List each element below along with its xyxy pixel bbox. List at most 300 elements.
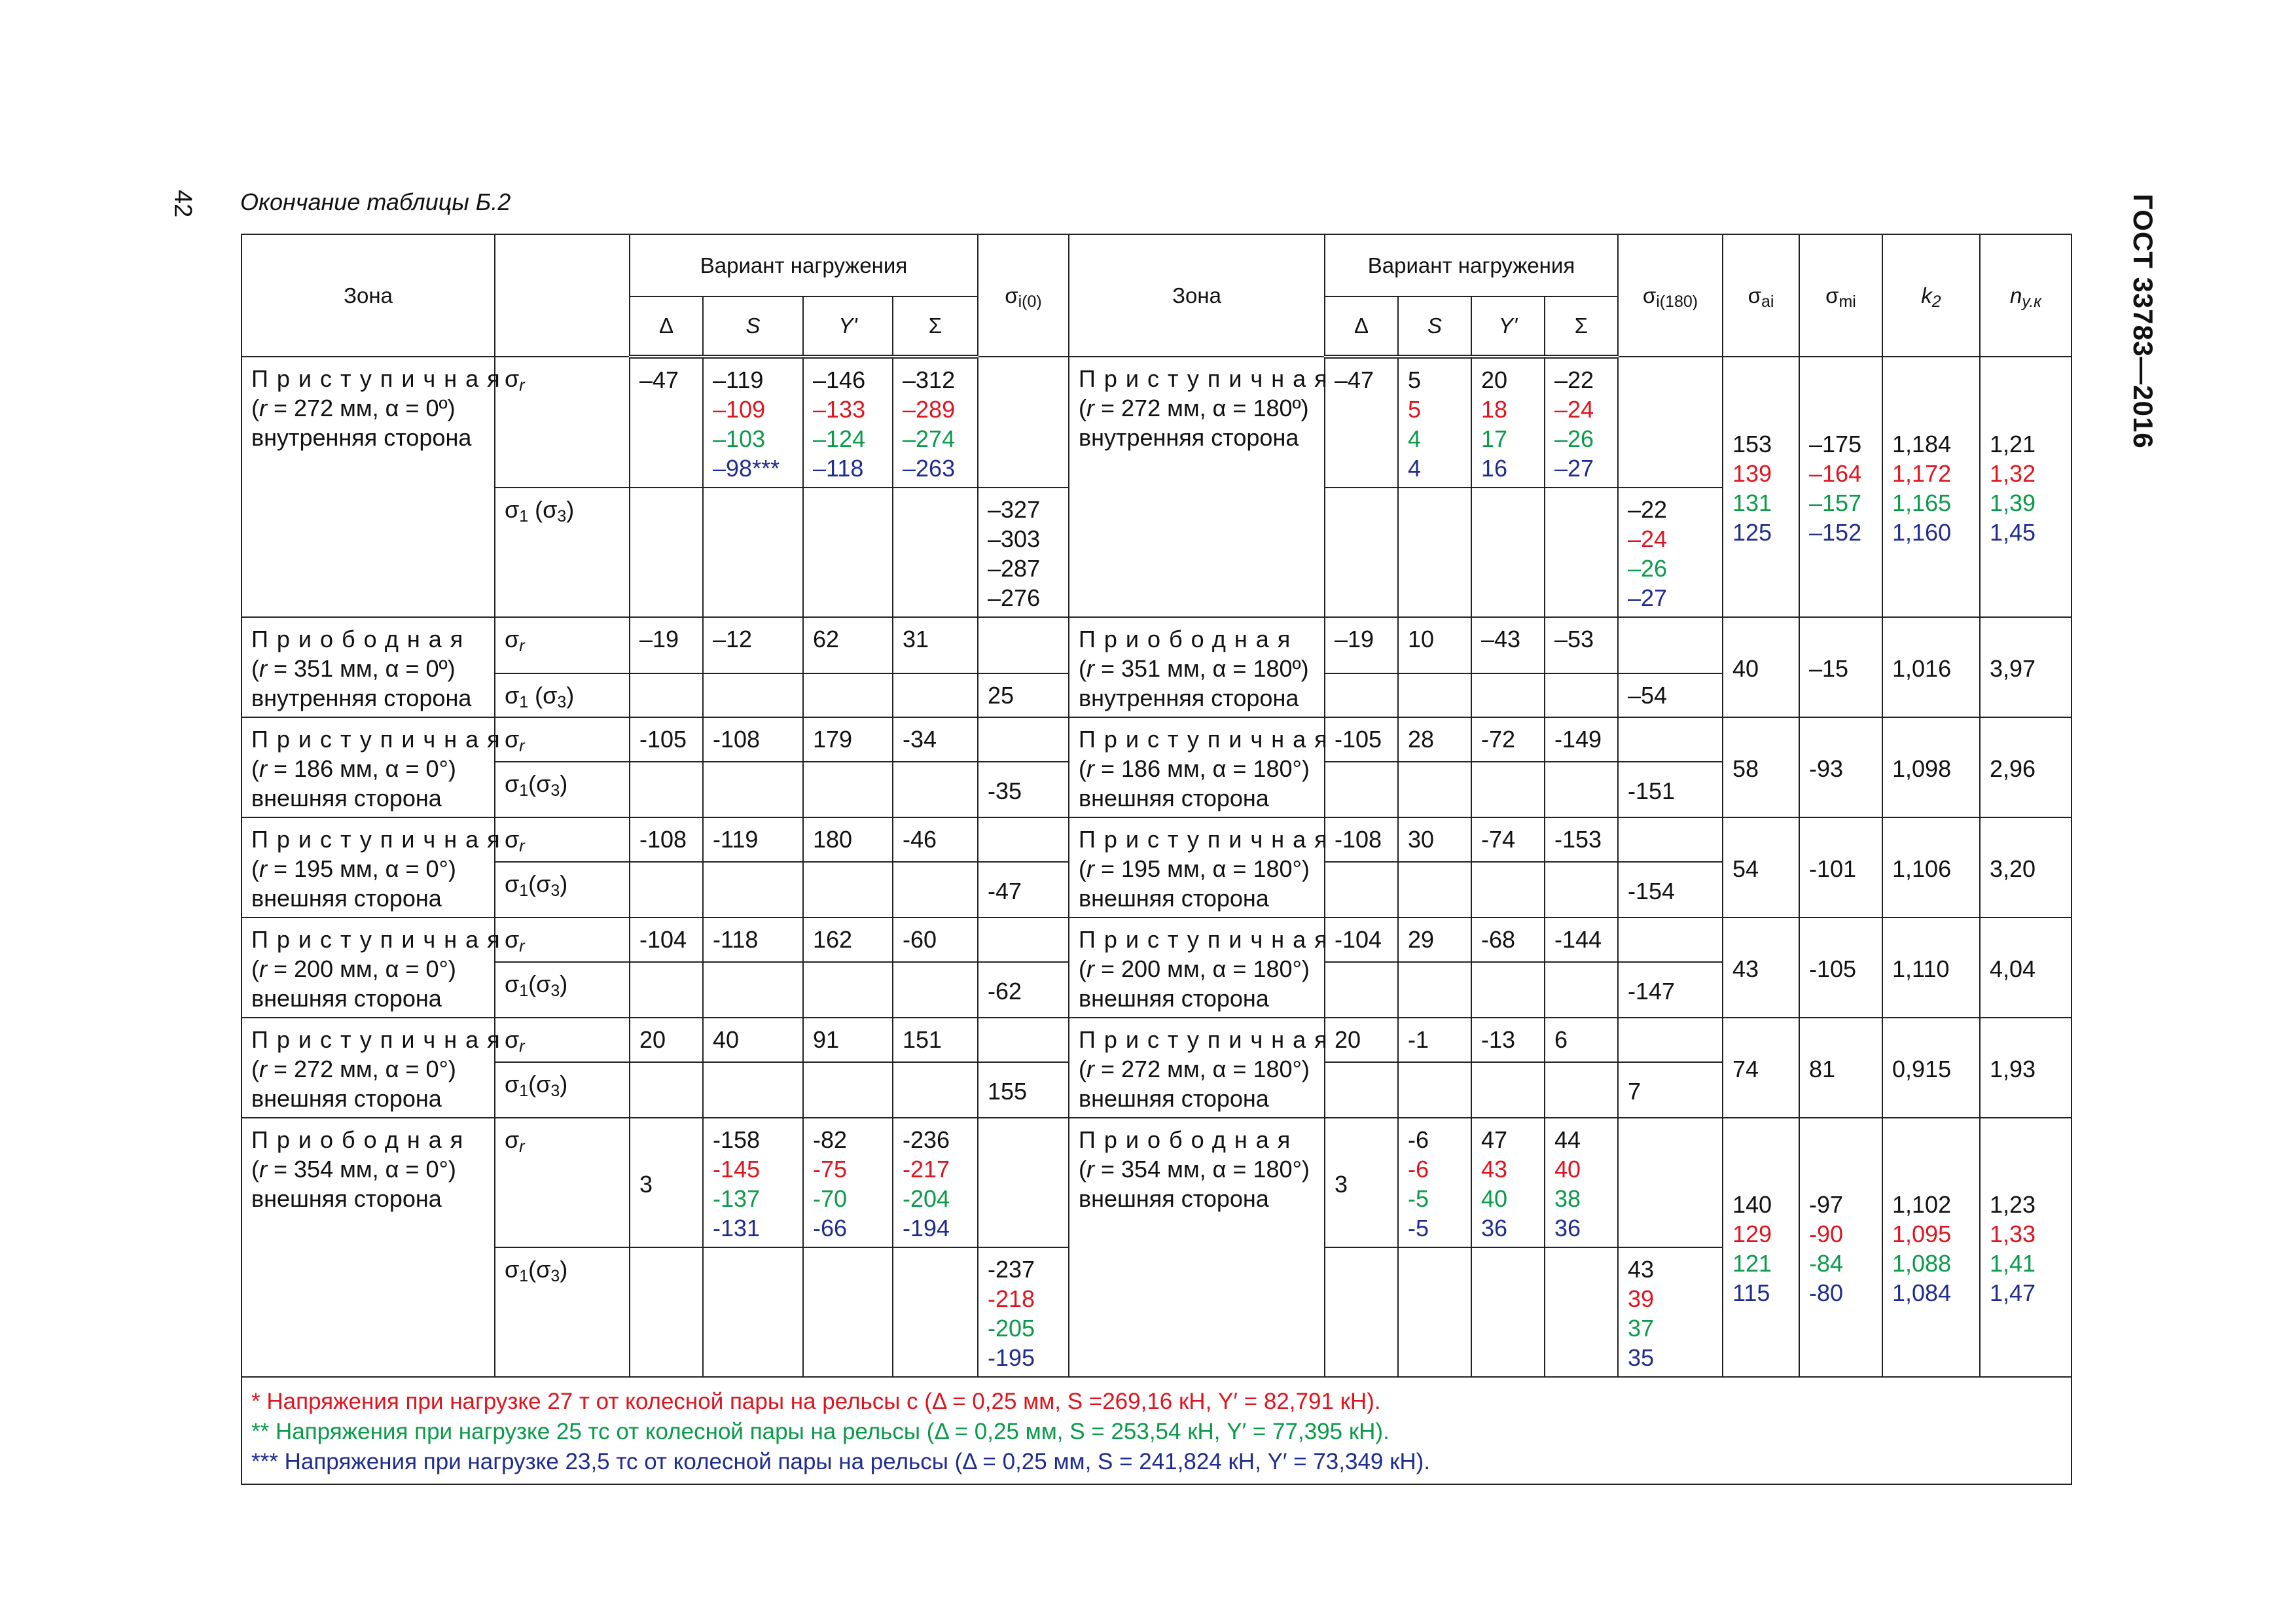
cell-value: -70 <box>813 1185 848 1212</box>
sum-cell-180 <box>1545 817 1618 862</box>
cell-value: 1,172 <box>1892 460 1952 487</box>
zone-detail: (r = 272 мм, α = 180°) <box>1079 1056 1310 1082</box>
sigma-i0-cell <box>978 488 1069 617</box>
cell-value: 140 <box>1732 1191 1772 1218</box>
zone-name: Приступичная <box>251 365 509 392</box>
cell-value: 3,20 <box>1990 855 2036 882</box>
sa-cell <box>1723 817 1799 918</box>
cell-value: 54 <box>1732 855 1759 882</box>
sigma-13-label: $\sigma_1$ $(\sigma_3)$ <box>495 488 630 617</box>
cell-value: -236 <box>903 1126 950 1153</box>
empty-cell <box>1471 488 1545 617</box>
cell-value: –103 <box>713 425 766 452</box>
zone-detail: внешняя сторона <box>251 1185 442 1212</box>
empty-cell <box>1398 962 1471 1018</box>
cell-value: -1 <box>1408 1026 1429 1053</box>
delta-cell-0 <box>630 717 703 762</box>
cell-value: –109 <box>713 396 766 423</box>
table-row <box>242 1018 2072 1062</box>
sa-cell <box>1723 918 1799 1018</box>
sigma-i0-empty <box>978 817 1069 862</box>
sigma-r-label: $\sigma_r$ <box>495 617 630 673</box>
header-variant-0: Вариант нагружения <box>630 234 978 296</box>
empty-cell <box>803 862 893 918</box>
s-cell-0 <box>703 717 803 762</box>
cell-value: -82 <box>813 1126 848 1153</box>
sa-cell <box>1723 617 1799 717</box>
cell-value: -74 <box>1481 826 1516 853</box>
cell-value: 20 <box>639 1026 666 1053</box>
sigma-i0-empty <box>978 717 1069 762</box>
sum-cell-0 <box>893 617 978 673</box>
sa-cell <box>1723 717 1799 817</box>
cell-value: 1,33 <box>1990 1221 2036 1247</box>
empty-cell <box>1471 762 1545 817</box>
zone-cell-180 <box>1069 717 1336 817</box>
cell-value: –133 <box>813 396 866 423</box>
sigma-i0-empty <box>978 918 1069 962</box>
zone-detail: (r = 186 мм, α = 180°) <box>1079 755 1310 782</box>
header-zone-0: Зона <box>242 234 495 357</box>
cell-value: 1,184 <box>1892 431 1952 457</box>
cell-value: 44 <box>1554 1126 1581 1153</box>
cell-value: 1,39 <box>1990 490 2036 516</box>
sigma-r-label: $\sigma_r$ <box>495 1018 630 1062</box>
zone-name: Приободная <box>1079 1126 1299 1153</box>
sigma-i0-cell <box>978 862 1069 918</box>
s-cell-0 <box>703 357 803 488</box>
cell-value: –274 <box>903 425 956 452</box>
cell-value: –27 <box>1628 584 1668 611</box>
zone-detail: внешняя сторона <box>1079 1185 1269 1212</box>
header-sum-180: Σ <box>1545 296 1618 357</box>
cell-value: 1,084 <box>1892 1279 1952 1306</box>
delta-cell-180 <box>1325 617 1398 673</box>
header-sigma-type <box>495 234 630 357</box>
zone-name: Приступичная <box>251 1026 509 1053</box>
sum-cell-180 <box>1545 617 1618 673</box>
k2-cell <box>1882 717 1980 817</box>
zone-name: Приободная <box>1079 626 1299 652</box>
footnotes <box>242 1377 2072 1484</box>
empty-cell <box>803 1062 893 1118</box>
empty-cell <box>893 673 978 717</box>
cell-value: -105 <box>639 726 687 753</box>
n-cell <box>1980 717 2072 817</box>
empty-cell <box>630 673 703 717</box>
y-cell-0 <box>803 617 893 673</box>
y-cell-180 <box>1471 1118 1545 1247</box>
empty-cell <box>1325 1247 1398 1377</box>
s-cell-0 <box>703 1018 803 1062</box>
cell-value: -47 <box>988 878 1022 905</box>
zone-detail: (r = 195 мм, α = 180°) <box>1079 855 1310 882</box>
footnote-2: ** Напряжения при нагрузке 25 тс от колесной пары на рельсы (Δ = 0,25 мм, S = 253,54 кН, Y′ = 77,395 кН). <box>251 1419 1390 1444</box>
cell-value: -217 <box>903 1156 950 1183</box>
sigma-13-label: $\sigma_1(\sigma_3)$ <box>495 1247 630 1377</box>
cell-value: 1,016 <box>1892 655 1952 682</box>
empty-cell <box>1471 962 1545 1018</box>
zone-name: Приступичная <box>251 826 509 853</box>
cell-value: 115 <box>1732 1279 1770 1306</box>
zone-name: Приступичная <box>1079 826 1336 853</box>
s-cell-180 <box>1398 617 1471 673</box>
zone-cell-180 <box>1069 617 1325 717</box>
s-cell-0 <box>703 1118 803 1247</box>
n-cell <box>1980 617 2072 717</box>
cell-value: -195 <box>988 1344 1035 1371</box>
cell-value: –312 <box>903 366 956 393</box>
zone-detail: (r = 272 мм, α = 180º) <box>1079 395 1309 421</box>
cell-value: -75 <box>813 1156 848 1183</box>
zone-name: Приободная <box>251 1126 472 1153</box>
y-cell-180 <box>1471 617 1545 673</box>
zone-detail: (r = 351 мм, α = 180º) <box>1079 655 1309 682</box>
empty-cell <box>703 1247 803 1377</box>
cell-value: –47 <box>1335 366 1374 393</box>
empty-cell <box>1545 1062 1618 1118</box>
sum-cell-180 <box>1545 717 1618 762</box>
sigma-i0-empty <box>978 1018 1069 1062</box>
cell-value: -5 <box>1408 1215 1429 1241</box>
zone-cell-0 <box>242 918 509 1018</box>
zone-detail: (r = 272 мм, α = 0°) <box>251 1056 456 1082</box>
sigma-i0-empty <box>978 357 1069 488</box>
zone-detail: внутренняя сторона <box>251 685 472 711</box>
y-cell-0 <box>803 357 893 488</box>
table-caption: Окончание таблицы Б.2 <box>240 188 511 215</box>
cell-value: 1,165 <box>1892 490 1952 516</box>
cell-value: –24 <box>1554 396 1594 423</box>
zone-detail: (r = 354 мм, α = 0°) <box>251 1156 456 1183</box>
cell-value: 1,088 <box>1892 1250 1952 1277</box>
empty-cell <box>803 962 893 1018</box>
cell-value: –118 <box>813 455 864 482</box>
zone-detail: (r = 200 мм, α = 0°) <box>251 955 456 982</box>
delta-cell-180 <box>1325 1118 1398 1247</box>
cell-value: -101 <box>1809 855 1857 882</box>
cell-value: 1,21 <box>1990 431 2036 457</box>
cell-value: -108 <box>1335 826 1382 853</box>
cell-value: –276 <box>988 584 1041 611</box>
zone-cell-0 <box>242 357 509 617</box>
cell-value: –287 <box>988 555 1041 582</box>
delta-cell-180 <box>1325 357 1398 488</box>
n-cell <box>1980 918 2072 1018</box>
cell-value: -149 <box>1554 726 1602 753</box>
zone-detail: внешняя сторона <box>1079 1085 1269 1112</box>
cell-value: -46 <box>903 826 937 853</box>
empty-cell <box>703 962 803 1018</box>
cell-value: 17 <box>1481 425 1508 452</box>
cell-value: -60 <box>903 926 937 953</box>
cell-value: 3 <box>639 1170 653 1198</box>
sum-cell-180 <box>1545 1118 1618 1247</box>
cell-value: 180 <box>813 826 853 853</box>
delta-cell-0 <box>630 918 703 962</box>
sigma-i0-cell <box>978 673 1069 717</box>
empty-cell <box>1471 673 1545 717</box>
cell-value: –22 <box>1554 366 1594 393</box>
zone-cell-0 <box>242 717 509 817</box>
cell-value: –327 <box>988 496 1041 523</box>
k2-cell <box>1882 817 1980 918</box>
delta-cell-0 <box>630 1018 703 1062</box>
empty-cell <box>803 762 893 817</box>
s-cell-180 <box>1398 918 1471 962</box>
cell-value: -145 <box>713 1156 761 1183</box>
sigma-13-label: $\sigma_1(\sigma_3)$ <box>495 962 630 1018</box>
sm-cell <box>1799 817 1882 918</box>
page-number: 42 <box>169 190 196 218</box>
sigma-i180-empty <box>1618 617 1723 673</box>
cell-value: 36 <box>1554 1215 1581 1241</box>
cell-value: –54 <box>1628 681 1668 709</box>
cell-value: 2,96 <box>1990 755 2036 782</box>
cell-value: 1,32 <box>1990 460 2036 487</box>
cell-value: 4,04 <box>1990 955 2036 982</box>
empty-cell <box>1471 1247 1545 1377</box>
cell-value: 1,106 <box>1892 855 1952 882</box>
cell-value: 1,47 <box>1990 1279 2036 1306</box>
cell-value: -153 <box>1554 826 1602 853</box>
empty-cell <box>1545 862 1618 918</box>
delta-cell-180 <box>1325 817 1398 862</box>
cell-value: -13 <box>1481 1026 1516 1053</box>
sigma-i180-cell <box>1618 962 1723 1018</box>
cell-value: 1,095 <box>1892 1221 1952 1247</box>
zone-cell-0 <box>242 817 509 918</box>
cell-value: 1,102 <box>1892 1191 1952 1218</box>
cell-value: -72 <box>1481 726 1516 753</box>
empty-cell <box>893 1062 978 1118</box>
empty-cell <box>703 762 803 817</box>
cell-value: –146 <box>813 366 866 393</box>
cell-value: 153 <box>1732 431 1772 457</box>
cell-value: 31 <box>903 626 929 652</box>
zone-detail: (r = 186 мм, α = 0°) <box>251 755 456 782</box>
sigma-i0-cell <box>978 962 1069 1018</box>
cell-value: 18 <box>1481 396 1508 423</box>
footnote-3: *** Напряжения при нагрузке 23,5 тс от колесной пары на рельсы (Δ = 0,25 мм, S = 241,824 кН, Y′ = 73,349 кН). <box>251 1449 1431 1474</box>
cell-value: 3 <box>1335 1170 1348 1198</box>
sigma-i180-empty <box>1618 817 1723 862</box>
sm-cell <box>1799 918 1882 1018</box>
s-cell-180 <box>1398 1118 1471 1247</box>
y-cell-180 <box>1471 817 1545 862</box>
cell-value: 91 <box>813 1026 840 1053</box>
cell-value: 139 <box>1732 460 1772 487</box>
cell-value: 6 <box>1554 1026 1568 1053</box>
header-n: $n_{у.к}$ <box>1980 234 2072 357</box>
cell-value: 74 <box>1732 1056 1759 1082</box>
delta-cell-0 <box>630 817 703 862</box>
sigma-i180-cell <box>1618 673 1723 717</box>
cell-value: 0,915 <box>1892 1056 1952 1082</box>
empty-cell <box>803 673 893 717</box>
delta-cell-180 <box>1325 918 1398 962</box>
cell-value: –98*** <box>713 455 780 482</box>
zone-detail: (r = 351 мм, α = 0º) <box>251 655 456 682</box>
empty-cell <box>893 488 978 617</box>
cell-value: –175 <box>1809 431 1862 457</box>
cell-value: 40 <box>1481 1185 1508 1212</box>
table-body <box>242 357 2072 1377</box>
cell-value: 29 <box>1408 926 1435 953</box>
cell-value: -154 <box>1628 878 1676 905</box>
empty-cell <box>1545 762 1618 817</box>
zone-detail: внутренняя сторона <box>1079 685 1299 711</box>
zone-name: Приступичная <box>251 926 509 953</box>
empty-cell <box>1398 762 1471 817</box>
table-row <box>242 717 2072 762</box>
cell-value: –303 <box>988 526 1041 552</box>
k2-cell <box>1882 1118 1980 1377</box>
standard-designation: ГОСТ 33783—2016 <box>2128 194 2159 449</box>
k2-cell <box>1882 918 1980 1018</box>
sigma-13-label: $\sigma_1$ $(\sigma_3)$ <box>495 673 630 717</box>
delta-cell-180 <box>1325 717 1398 762</box>
cell-value: -80 <box>1809 1279 1844 1306</box>
cell-value: 40 <box>713 1026 740 1053</box>
cell-value: 40 <box>1554 1156 1581 1183</box>
empty-cell <box>1398 1247 1471 1377</box>
cell-value: 20 <box>1481 366 1508 393</box>
s-cell-0 <box>703 817 803 862</box>
cell-value: -6 <box>1408 1156 1429 1183</box>
cell-value: –53 <box>1554 626 1594 652</box>
cell-value: -6 <box>1408 1126 1429 1153</box>
header-variant-180: Вариант нагружения <box>1325 234 1618 296</box>
table-row <box>242 1118 2072 1247</box>
y-cell-180 <box>1471 1018 1545 1062</box>
sm-cell <box>1799 617 1882 717</box>
n-cell <box>1980 1018 2072 1118</box>
cell-value: 81 <box>1809 1056 1836 1082</box>
cell-value: -151 <box>1628 777 1676 805</box>
cell-value: –263 <box>903 455 956 482</box>
cell-value: 10 <box>1408 626 1435 652</box>
zone-cell-180 <box>1069 1118 1325 1377</box>
k2-cell <box>1882 617 1980 717</box>
zone-detail: внешняя сторона <box>1079 985 1269 1012</box>
zone-cell-0 <box>242 1018 509 1118</box>
zone-name: Приступичная <box>1079 365 1336 392</box>
y-cell-180 <box>1471 357 1545 488</box>
cell-value: 4 <box>1408 425 1422 452</box>
header-delta: Δ <box>630 296 703 357</box>
header-k2: $k_2$ <box>1882 234 1980 357</box>
sigma-r-label: $\sigma_r$ <box>495 717 630 762</box>
sum-cell-0 <box>893 1018 978 1062</box>
cell-value: –26 <box>1554 425 1594 452</box>
cell-value: 1,110 <box>1892 955 1950 982</box>
cell-value: 125 <box>1732 519 1772 546</box>
cell-value: 20 <box>1335 1026 1361 1053</box>
sigma-i180-cell <box>1618 1062 1723 1118</box>
stress-table <box>241 234 2072 1485</box>
zone-cell-180 <box>1069 1018 1336 1118</box>
empty-cell <box>1471 862 1545 918</box>
cell-value: 37 <box>1628 1315 1655 1342</box>
zone-detail: (r = 354 мм, α = 180°) <box>1079 1156 1310 1183</box>
cell-value: -62 <box>988 978 1022 1005</box>
empty-cell <box>1325 962 1398 1018</box>
cell-value: 28 <box>1408 726 1435 753</box>
y-cell-180 <box>1471 918 1545 962</box>
cell-value: -104 <box>1335 926 1382 953</box>
sigma-r-label: $\sigma_r$ <box>495 918 630 962</box>
zone-name: Приступичная <box>1079 726 1336 753</box>
cell-value: 7 <box>1628 1078 1641 1105</box>
table-row <box>242 357 2072 488</box>
empty-cell <box>1545 673 1618 717</box>
empty-cell <box>703 488 803 617</box>
cell-value: -34 <box>903 726 937 753</box>
sigma-i180-cell <box>1618 862 1723 918</box>
sm-cell <box>1799 1018 1882 1118</box>
s-cell-0 <box>703 617 803 673</box>
empty-cell <box>803 1247 893 1377</box>
cell-value: 62 <box>813 626 840 652</box>
y-cell-180 <box>1471 717 1545 762</box>
sigma-13-label: $\sigma_1(\sigma_3)$ <box>495 1062 630 1118</box>
empty-cell <box>1325 488 1398 617</box>
table-row <box>242 817 2072 862</box>
cell-value: 5 <box>1408 366 1422 393</box>
empty-cell <box>630 1247 703 1377</box>
cell-value: 1,93 <box>1990 1056 2036 1082</box>
empty-cell <box>893 1247 978 1377</box>
sigma-i180-empty <box>1618 918 1723 962</box>
header-sigma-i180: $\sigma_{i(180)}$ <box>1618 234 1723 357</box>
zone-name: Приступичная <box>1079 926 1336 953</box>
k2-cell <box>1882 1018 1980 1118</box>
cell-value: –12 <box>713 626 753 652</box>
header-sigma-i0: $\sigma_{i(0)}$ <box>978 234 1069 357</box>
sigma-i180-empty <box>1618 1018 1723 1062</box>
zone-name: Приступичная <box>251 726 509 753</box>
sigma-13-label: $\sigma_1(\sigma_3)$ <box>495 762 630 817</box>
cell-value: 162 <box>813 926 853 953</box>
table-row <box>242 617 2072 673</box>
sum-cell-0 <box>893 817 978 862</box>
cell-value: -158 <box>713 1126 761 1153</box>
cell-value: 1,45 <box>1990 519 2036 546</box>
zone-detail: внешняя сторона <box>251 785 442 812</box>
sigma-13-label: $\sigma_1(\sigma_3)$ <box>495 862 630 918</box>
empty-cell <box>630 862 703 918</box>
sum-cell-180 <box>1545 357 1618 488</box>
sigma-r-label: $\sigma_r$ <box>495 1118 630 1247</box>
delta-cell-0 <box>630 1118 703 1247</box>
cell-value: -66 <box>813 1215 848 1241</box>
cell-value: –24 <box>1628 526 1668 552</box>
cell-value: -137 <box>713 1185 761 1212</box>
header-delta-180: Δ <box>1325 296 1398 357</box>
delta-cell-0 <box>630 357 703 488</box>
empty-cell <box>1325 1062 1398 1118</box>
s-cell-180 <box>1398 357 1471 488</box>
cell-value: -237 <box>988 1256 1035 1283</box>
cell-value: 47 <box>1481 1126 1508 1153</box>
zone-cell-0 <box>242 617 495 717</box>
cell-value: 35 <box>1628 1344 1655 1371</box>
s-cell-180 <box>1398 1018 1471 1062</box>
cell-value: –22 <box>1628 496 1668 523</box>
cell-value: 30 <box>1408 826 1435 853</box>
cell-value: 58 <box>1732 755 1759 782</box>
